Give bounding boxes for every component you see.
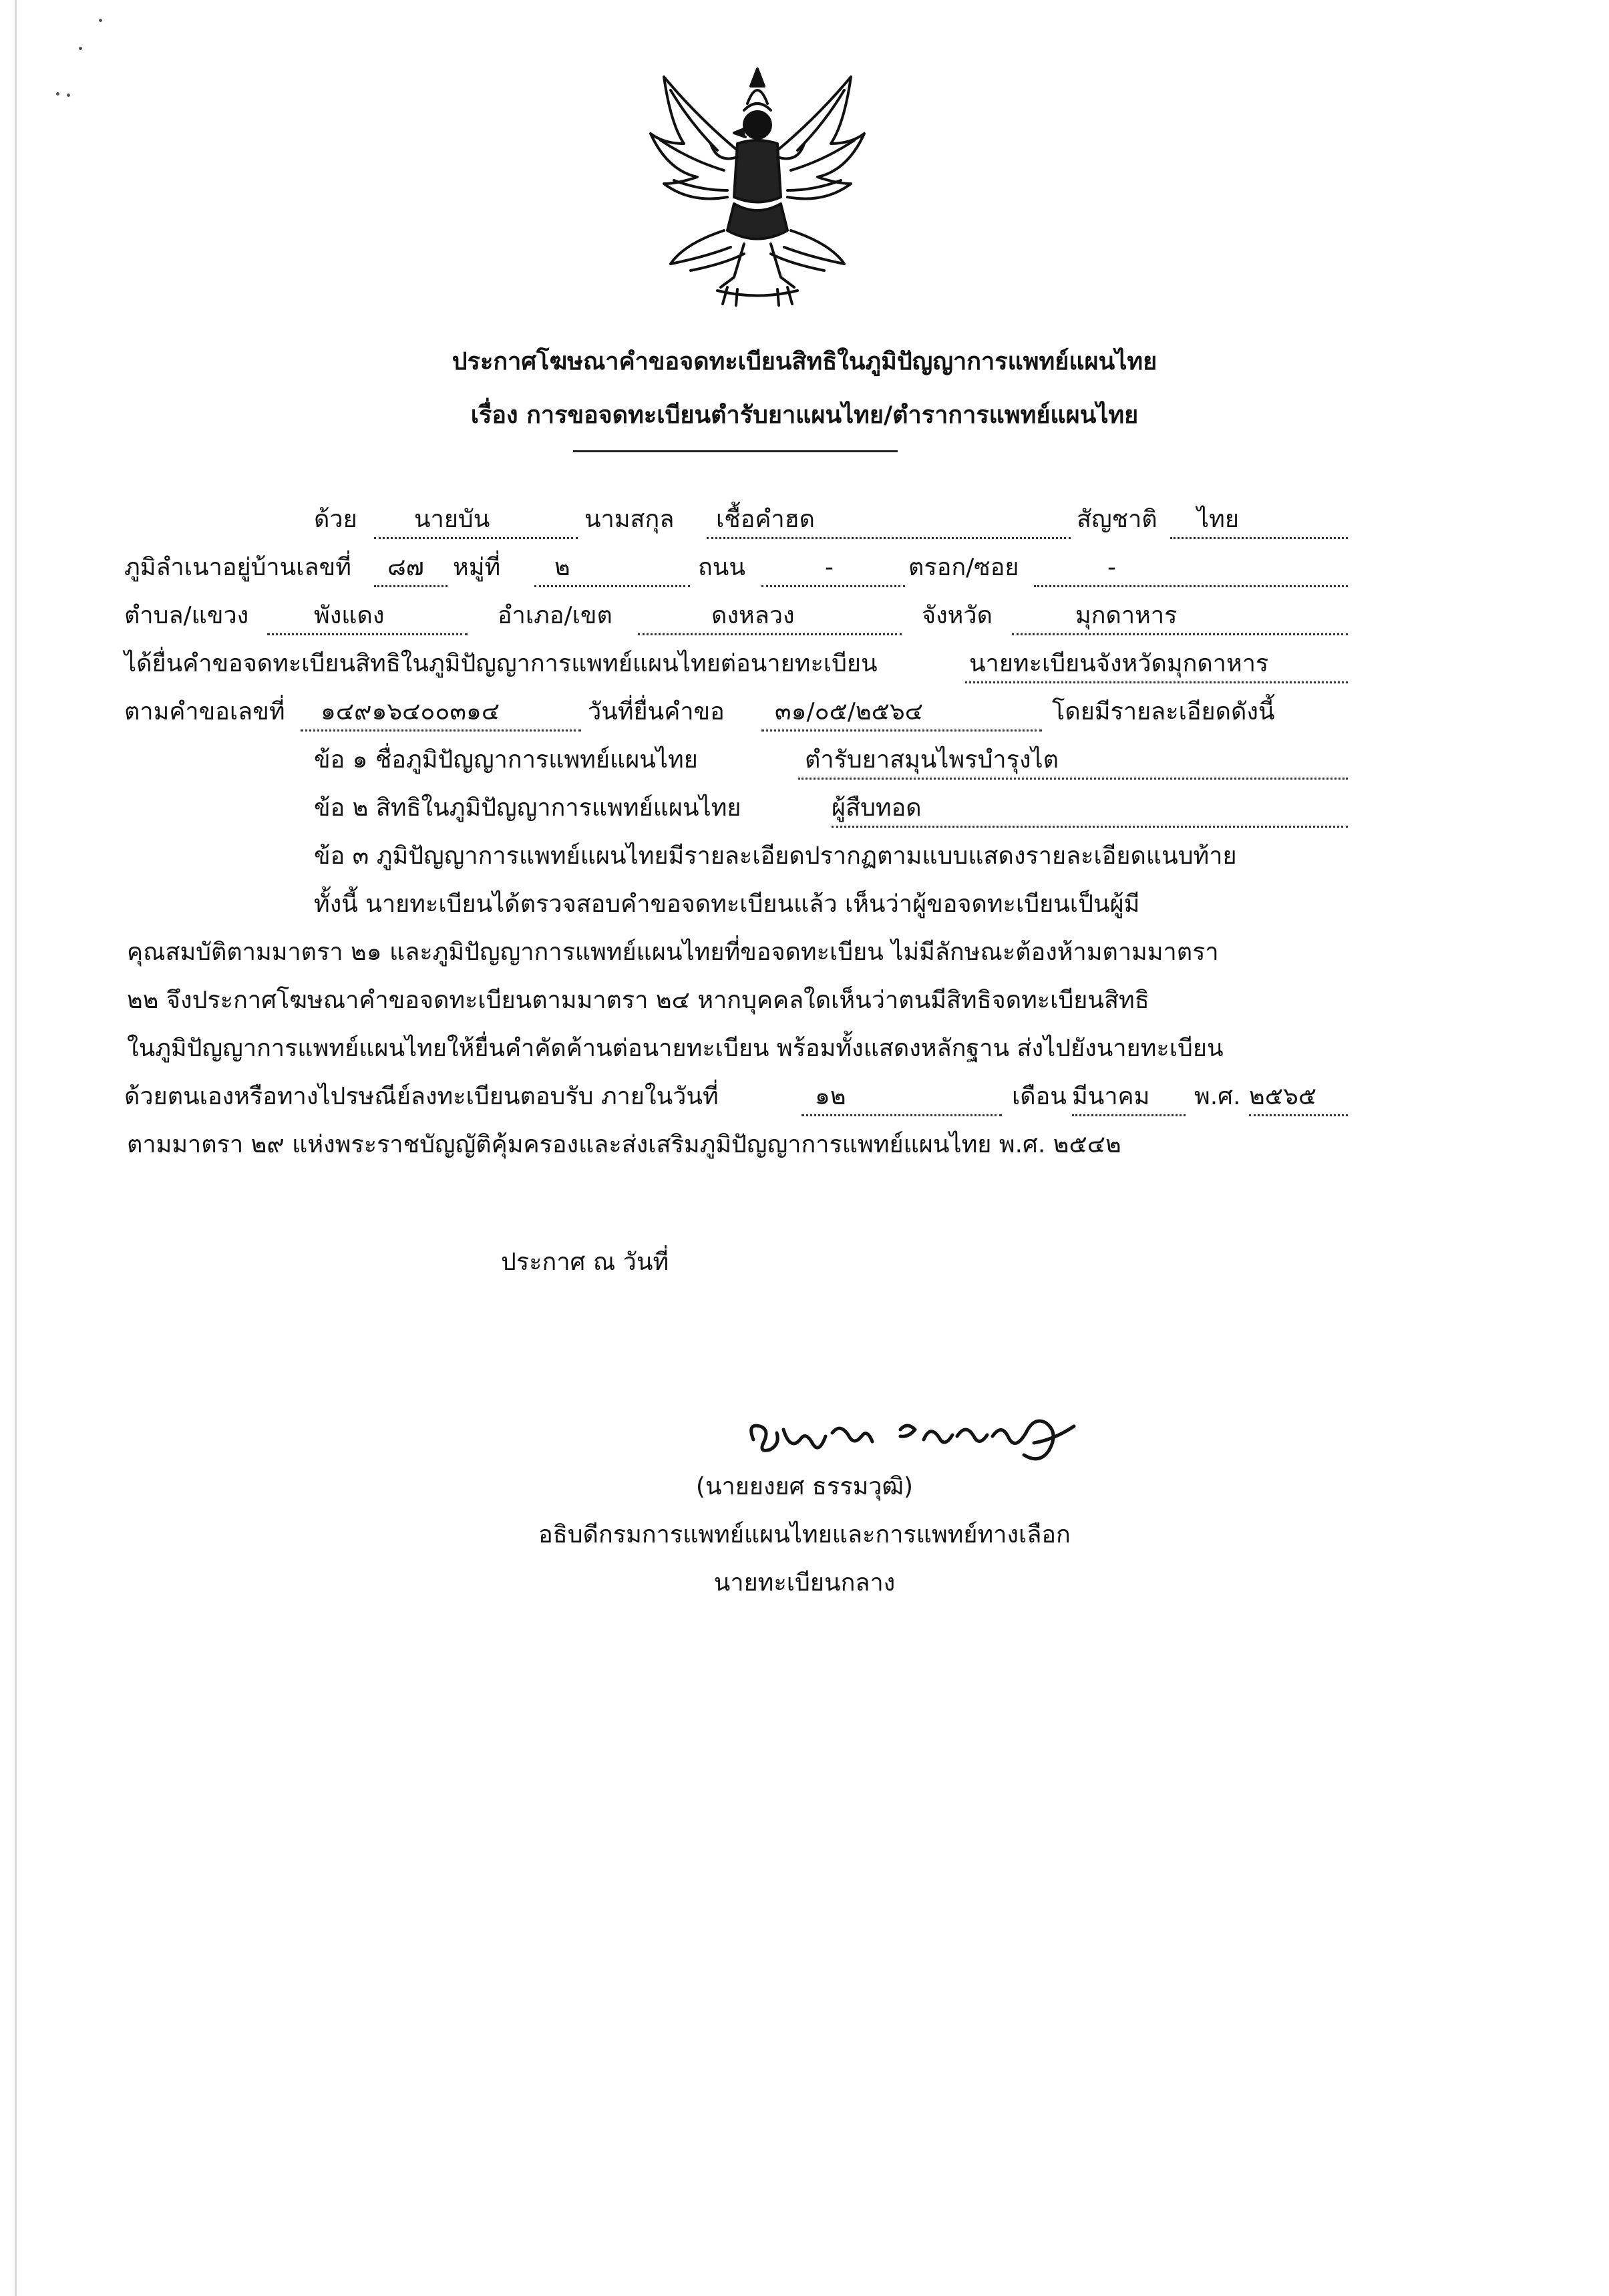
- item-2-label: ข้อ ๒ สิทธิในภูมิปัญญาการแพทย์แผนไทย: [314, 794, 741, 822]
- signatory-name: (นายยงยศ ธรรมวุฒิ): [695, 1473, 914, 1500]
- item-2-line: [0, 788, 1609, 828]
- registrar-value: นายทะเบียนจังหวัดมุกดาหาร: [969, 650, 1269, 677]
- house-number-field: [374, 548, 448, 587]
- item-1-line: [0, 740, 1609, 780]
- surname-label: นามสกุล: [584, 506, 675, 533]
- scan-speck: [56, 92, 59, 96]
- moo-value: ๒: [554, 554, 570, 581]
- item-2-value: ผู้สืบทอด: [832, 794, 922, 822]
- deadline-month: มีนาคม: [1072, 1083, 1150, 1110]
- request-date-field: [761, 692, 1042, 731]
- handwritten-signature: [740, 1403, 1087, 1476]
- deadline-year: ๒๕๖๕: [1249, 1083, 1317, 1110]
- document-title: ประกาศโฆษณาคำขอจดทะเบียนสิทธิในภูมิปัญญาการแพทย์แผนไทย: [452, 348, 1157, 375]
- soi-label: ตรอก/ซอย: [908, 554, 1019, 581]
- tambon-field: [267, 596, 468, 635]
- house-number: ๘๗: [387, 554, 424, 581]
- document-subject: เรื่อง การขอจดทะเบียนตำรับยาแผนไทย/ตำราการแพทย์แผนไทย: [470, 401, 1139, 429]
- moo-field: [534, 548, 690, 587]
- filed-with-text: ได้ยื่นคำขอจดทะเบียนสิทธิในภูมิปัญญาการแพทย์แผนไทยต่อนายทะเบียน: [124, 650, 878, 677]
- request-number-field: [301, 692, 581, 731]
- item-1-field: [798, 740, 1348, 780]
- registrar-field: [965, 644, 1348, 683]
- scan-speck: [67, 94, 70, 97]
- soi-field: [1034, 548, 1348, 587]
- garuda-emblem-icon: [644, 63, 871, 311]
- deadline-month-field: [1072, 1077, 1186, 1116]
- applicant-surname: เชื้อคำฮด: [716, 506, 816, 533]
- body-line-2: คุณสมบัติตามมาตรา ๒๑ และภูมิปัญญาการแพทย์แผนไทยที่ขอจดทะเบียน ไม่มีลักษณะต้องห้ามตามมาตรา: [127, 939, 1219, 966]
- road-field: [761, 548, 905, 587]
- title-divider: [573, 450, 898, 452]
- tambon-label: ตำบล/แขวง: [124, 602, 249, 629]
- announce-date-label: ประกาศ ณ วันที่: [501, 1249, 669, 1276]
- year-label: พ.ศ.: [1194, 1083, 1241, 1110]
- month-label: เดือน: [1012, 1083, 1067, 1110]
- applicant-surname-field: [707, 500, 1071, 539]
- details-follow-text: โดยมีรายละเอียดดังนี้: [1052, 698, 1275, 725]
- request-line: [0, 692, 1609, 732]
- body-line-4: ในภูมิปัญญาการแพทย์แผนไทยให้ยื่นคำคัดค้านต่อนายทะเบียน พร้อมทั้งแสดงหลักฐาน ส่งไปยังนายทะเบียน: [127, 1035, 1224, 1062]
- applicant-first-name: นายบัน: [414, 506, 490, 533]
- amphoe-field: [638, 596, 902, 635]
- registrar-line: [0, 644, 1609, 684]
- deadline-year-field: [1249, 1077, 1348, 1116]
- by-label: ด้วย: [314, 506, 357, 533]
- applicant-name-line: [0, 500, 1609, 540]
- deadline-day: ๑๒: [815, 1083, 846, 1110]
- deadline-line: [0, 1077, 1609, 1117]
- request-date: ๓๑/๐๕/๒๕๖๔: [775, 698, 924, 725]
- deadline-day-field: [801, 1077, 1002, 1116]
- road-label: ถนน: [698, 554, 746, 581]
- tambon-value: พังแดง: [314, 602, 385, 629]
- province-field: [1012, 596, 1348, 635]
- nationality-field: [1170, 500, 1348, 539]
- signatory-role: นายทะเบียนกลาง: [713, 1569, 896, 1597]
- request-number: ๑๔๙๑๖๔๐๐๓๑๔: [321, 698, 500, 725]
- body-line-1: ทั้งนี้ นายทะเบียนได้ตรวจสอบคำขอจดทะเบียนแล้ว เห็นว่าผู้ขอจดทะเบียนเป็นผู้มี: [314, 890, 1140, 918]
- scan-speck: [79, 47, 82, 50]
- item-3-text: ข้อ ๓ ภูมิปัญญาการแพทย์แผนไทยมีรายละเอียดปรากฏตามแบบแสดงรายละเอียดแนบท้าย: [314, 842, 1237, 870]
- moo-label: หมู่ที่: [453, 554, 501, 581]
- body-line-6: ตามมาตรา ๒๙ แห่งพระราชบัญญัติคุ้มครองและส่งเสริมภูมิปัญญาการแพทย์แผนไทย พ.ศ. ๒๕๔๒: [127, 1131, 1121, 1158]
- item-2-field: [832, 788, 1348, 828]
- item-1-label: ข้อ ๑ ชื่อภูมิปัญญาการแพทย์แผนไทย: [314, 746, 698, 774]
- applicant-first-name-field: [374, 500, 578, 539]
- road-value: -: [825, 554, 834, 581]
- item-1-value: ตำรับยาสมุนไพรบำรุงไต: [805, 746, 1059, 774]
- address-line: [0, 548, 1609, 588]
- province-label: จังหวัด: [922, 602, 993, 629]
- body-line-3: ๒๒ จึงประกาศโฆษณาคำขอจดทะเบียนตามมาตรา ๒๔ หากบุคคลใดเห็นว่าตนมีสิทธิจดทะเบียนสิทธิ: [127, 987, 1149, 1014]
- deadline-text: ด้วยตนเองหรือทางไปรษณีย์ลงทะเบียนตอบรับ ภายในวันที่: [124, 1083, 719, 1110]
- request-date-label: วันที่ยื่นคำขอ: [588, 698, 725, 725]
- house-number-label: ภูมิลำเนาอยู่บ้านเลขที่: [124, 554, 351, 581]
- nationality-label: สัญชาติ: [1077, 506, 1157, 533]
- signatory-position: อธิบดีกรมการแพทย์แผนไทยและการแพทย์ทางเลือก: [538, 1521, 1071, 1548]
- scan-edge-line: [15, 0, 17, 2296]
- amphoe-value: ดงหลวง: [711, 602, 795, 629]
- province-value: มุกดาหาร: [1075, 602, 1178, 629]
- item-3-line: [314, 836, 1356, 876]
- nationality-value: ไทย: [1197, 506, 1239, 533]
- soi-value: -: [1107, 554, 1116, 581]
- request-number-label: ตามคำขอเลขที่: [124, 698, 285, 725]
- amphoe-label: อำเภอ/เขต: [498, 602, 612, 629]
- scan-speck: [99, 19, 102, 22]
- district-line: [0, 596, 1609, 636]
